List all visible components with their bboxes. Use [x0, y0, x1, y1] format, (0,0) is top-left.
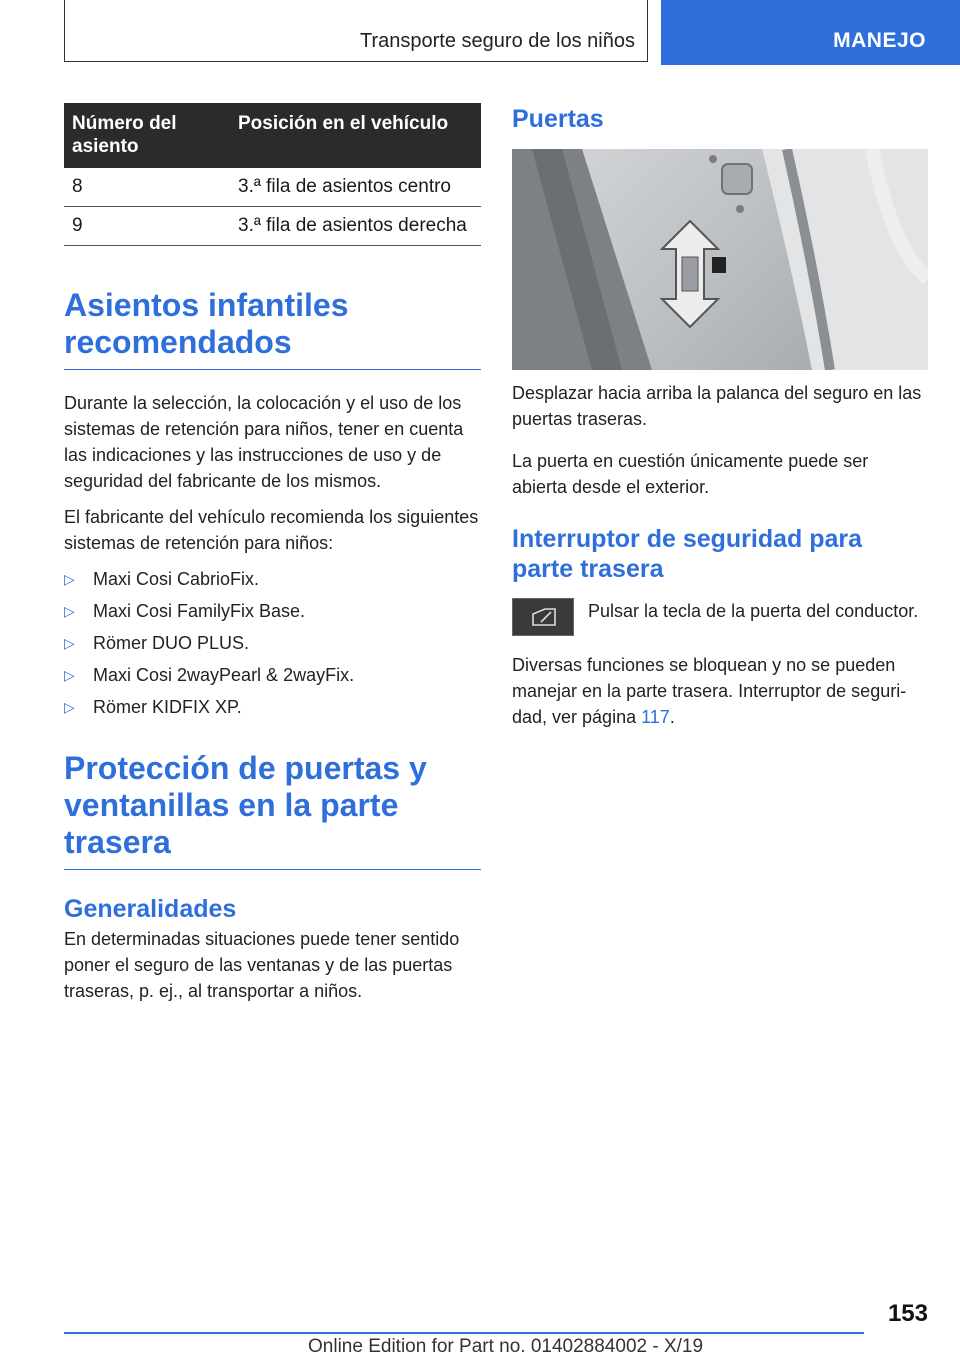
- recommended-paragraph: Durante la selección, la colocación y el uso de los sistemas de retención para niños, tener en cuenta las indicaciones y las instrucciones de uso y de seguridad del fabricante de los mismos.: [64, 393, 464, 491]
- left-column: [64, 103, 481, 1004]
- table-cell: 9: [64, 207, 230, 246]
- table-header-cell: Número del asiento: [64, 103, 230, 168]
- header-section-tab: [661, 0, 960, 65]
- table-row: [64, 207, 481, 246]
- triangle-bullet-icon: ▷: [64, 571, 75, 587]
- table-cell: 3.ª fila de asientos derecha: [230, 207, 481, 246]
- recommended-list: [64, 566, 481, 720]
- protection-heading: Protección de puertas y ventanillas en la parte trasera: [64, 750, 481, 870]
- triangle-bullet-icon: ▷: [64, 635, 75, 651]
- general-paragraph: En determinadas situaciones puede tener sentido poner el seguro de las ventanas y de las puertas traseras, p. ej., al transportar a niños.: [64, 929, 460, 1001]
- header-title: Transporte seguro de los niños: [360, 30, 635, 52]
- list-item: ▷ Maxi Cosi 2wayPearl & 2wayFix.: [64, 662, 481, 688]
- list-item: ▷ Maxi Cosi FamilyFix Base.: [64, 598, 481, 624]
- triangle-bullet-icon: ▷: [64, 699, 75, 715]
- general-heading: Generalidades: [64, 895, 237, 923]
- switch-paragraph: Diversas funciones se bloquean y no se pueden manejar en la parte trasera. Interruptor de seguridad, ver página 117.: [512, 655, 907, 727]
- list-item: ▷ Römer DUO PLUS.: [64, 630, 481, 656]
- door-lock-illustration: [512, 149, 928, 370]
- doors-heading: Puertas: [512, 105, 604, 133]
- doors-paragraph: La puerta en cuestión únicamente puede ser abierta desde el exterior.: [512, 451, 869, 497]
- footer-edition: Online Edition for Part no. 01402884002 - X/19: [308, 1336, 704, 1357]
- footer-divider: [64, 1332, 864, 1334]
- window-lock-icon: [523, 605, 563, 629]
- child-lock-switch-icon: [512, 598, 574, 636]
- doors-paragraph: Desplazar hacia arriba la palanca del seguro en las puertas traseras.: [512, 383, 922, 429]
- list-item: ▷ Maxi Cosi CabrioFix.: [64, 566, 481, 592]
- table-row: [64, 168, 481, 207]
- door-lock-photo: [512, 149, 928, 370]
- triangle-bullet-icon: ▷: [64, 603, 75, 619]
- table-header-row: [64, 103, 481, 168]
- header-section-label: MANEJO: [833, 29, 926, 52]
- triangle-bullet-icon: ▷: [64, 667, 75, 683]
- page-reference-link[interactable]: 117: [641, 707, 670, 727]
- table-header-cell: Posición en el vehículo: [230, 103, 481, 168]
- page-number: 153: [887, 1300, 928, 1327]
- switch-heading: Interruptor de seguridad para parte trasera: [512, 525, 863, 583]
- right-column: [512, 103, 928, 730]
- list-item: ▷ Römer KIDFIX XP.: [64, 694, 481, 720]
- table-cell: 8: [64, 168, 230, 207]
- recommended-paragraph: El fabricante del vehículo recomienda los siguientes sistemas de retención para niños:: [64, 507, 479, 553]
- table-cell: 3.ª fila de asientos centro: [230, 168, 481, 207]
- switch-instruction: Pulsar la tecla de la puerta del conductor.: [588, 601, 919, 621]
- seat-table: [64, 103, 481, 246]
- recommended-heading: Asientos infantiles recomendados: [64, 287, 481, 370]
- switch-instruction-row: [512, 598, 928, 636]
- header-frame: [64, 0, 648, 62]
